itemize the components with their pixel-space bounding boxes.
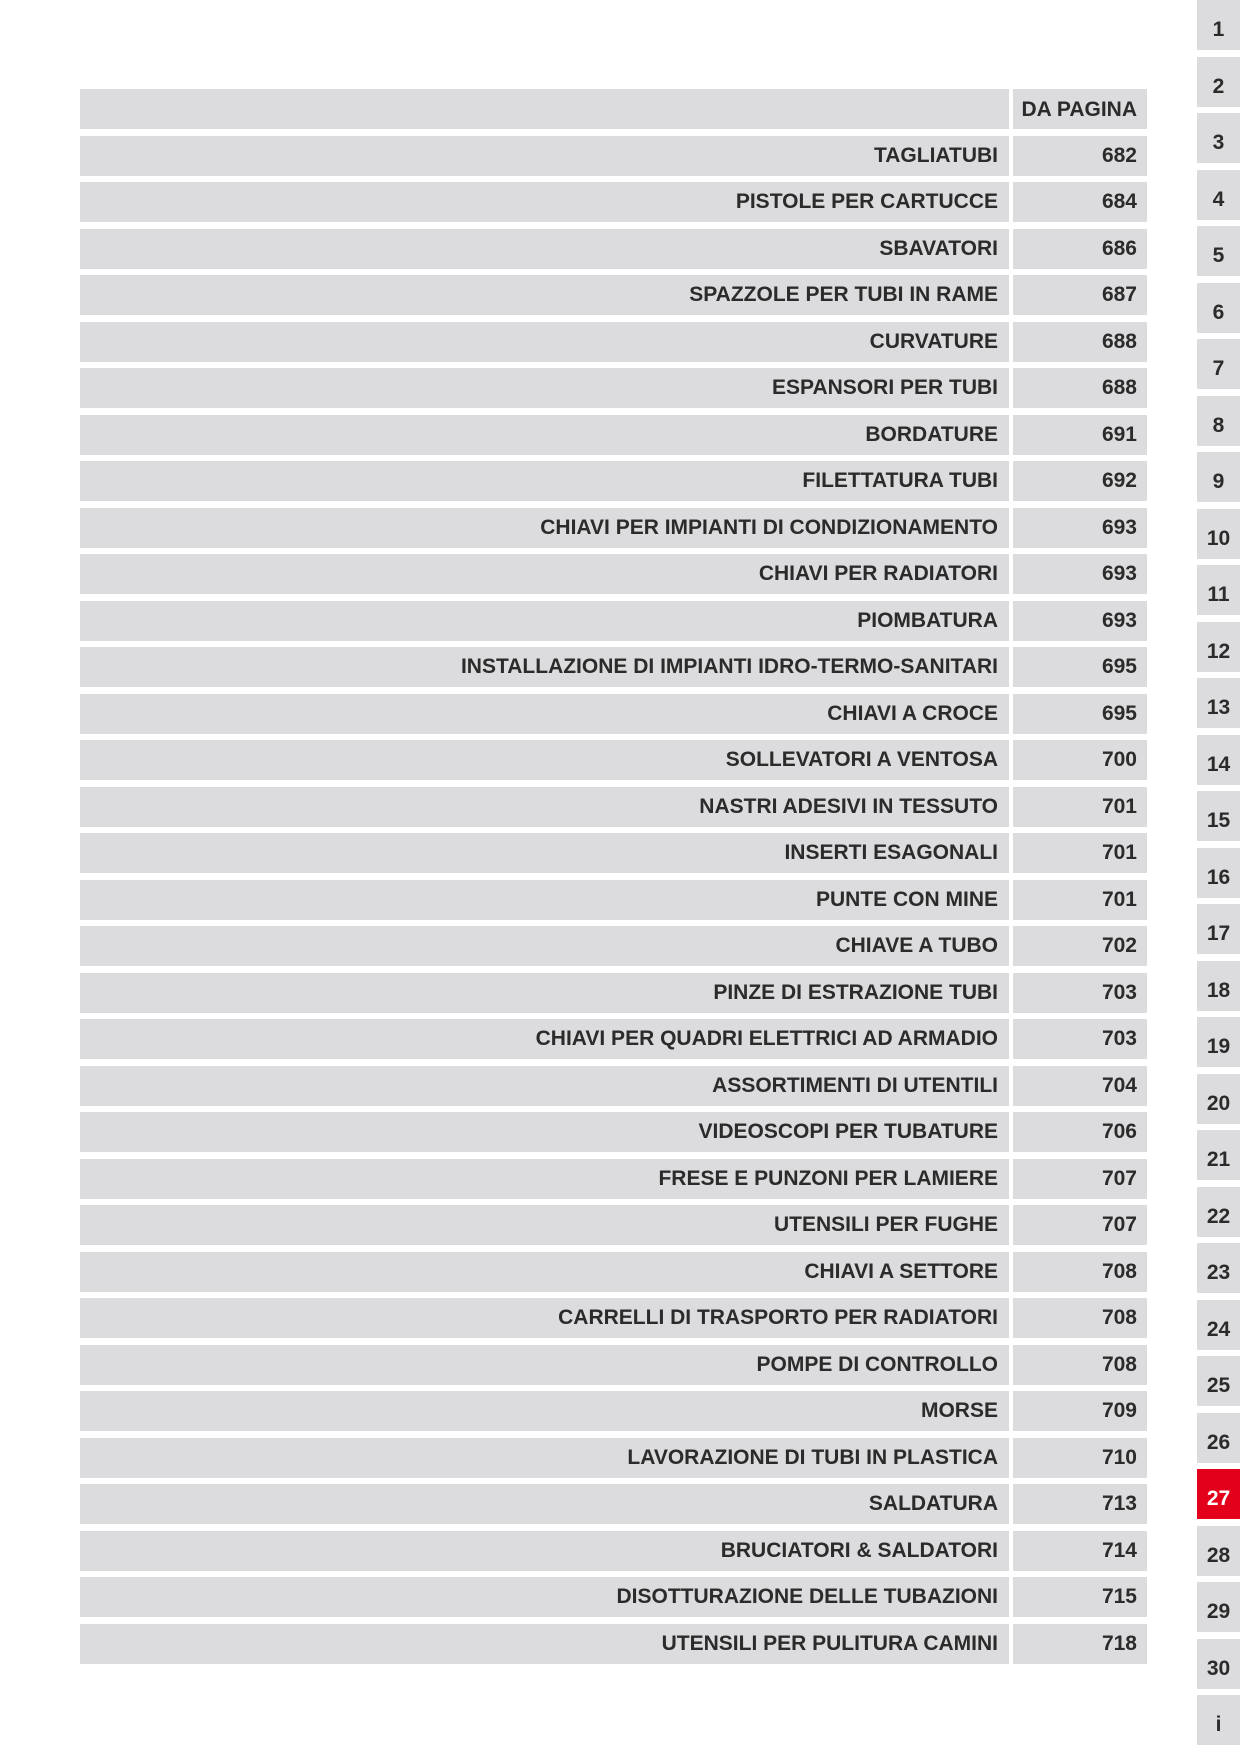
chapter-tab-12[interactable]: 12 xyxy=(1197,622,1240,672)
toc-entry-title: FRESE E PUNZONI PER LAMIERE xyxy=(80,1159,1009,1199)
chapter-tab-4[interactable]: 4 xyxy=(1197,170,1240,220)
toc-entry-title: CURVATURE xyxy=(80,322,1009,362)
chapter-tab-10[interactable]: 10 xyxy=(1197,509,1240,559)
toc-entry-page: 695 xyxy=(1013,647,1147,687)
chapter-tab-26[interactable]: 26 xyxy=(1197,1413,1240,1463)
toc-header-row xyxy=(80,89,1147,129)
toc-entry-page: 708 xyxy=(1013,1252,1147,1292)
toc-row[interactable] xyxy=(80,601,1147,641)
toc-entry-page: 706 xyxy=(1013,1112,1147,1152)
toc-entry-title: SALDATURA xyxy=(80,1484,1009,1524)
chapter-tab-1[interactable]: 1 xyxy=(1197,0,1240,50)
toc-row[interactable] xyxy=(80,1205,1147,1245)
toc-row[interactable] xyxy=(80,926,1147,966)
toc-row[interactable] xyxy=(80,740,1147,780)
toc-entry-page: 693 xyxy=(1013,554,1147,594)
toc-entry-title: UTENSILI PER FUGHE xyxy=(80,1205,1009,1245)
toc-row[interactable] xyxy=(80,1019,1147,1059)
toc-entry-page: 709 xyxy=(1013,1391,1147,1431)
toc-row[interactable] xyxy=(80,1484,1147,1524)
toc-entry-title: BRUCIATORI & SALDATORI xyxy=(80,1531,1009,1571)
toc-entry-title: POMPE DI CONTROLLO xyxy=(80,1345,1009,1385)
toc-entry-title: CHIAVI PER IMPIANTI DI CONDIZIONAMENTO xyxy=(80,508,1009,548)
toc-row[interactable] xyxy=(80,508,1147,548)
toc-entry-page: 701 xyxy=(1013,787,1147,827)
toc-row[interactable] xyxy=(80,973,1147,1013)
chapter-tab-19[interactable]: 19 xyxy=(1197,1017,1240,1067)
toc-entry-title: SOLLEVATORI A VENTOSA xyxy=(80,740,1009,780)
toc-row[interactable] xyxy=(80,1345,1147,1385)
toc-entry-title: NASTRI ADESIVI IN TESSUTO xyxy=(80,787,1009,827)
toc-entry-page: 714 xyxy=(1013,1531,1147,1571)
chapter-tab-8[interactable]: 8 xyxy=(1197,396,1240,446)
toc-entry-page: 713 xyxy=(1013,1484,1147,1524)
chapter-tab-20[interactable]: 20 xyxy=(1197,1074,1240,1124)
chapter-tab-15[interactable]: 15 xyxy=(1197,791,1240,841)
toc-entry-page: 710 xyxy=(1013,1438,1147,1478)
chapter-tab-28[interactable]: 28 xyxy=(1197,1526,1240,1576)
toc-entry-title: LAVORAZIONE DI TUBI IN PLASTICA xyxy=(80,1438,1009,1478)
toc-row[interactable] xyxy=(80,833,1147,873)
toc-row[interactable] xyxy=(80,1159,1147,1199)
chapter-tab-22[interactable]: 22 xyxy=(1197,1187,1240,1237)
toc-entry-title: PISTOLE PER CARTUCCE xyxy=(80,182,1009,222)
chapter-tab-21[interactable]: 21 xyxy=(1197,1130,1240,1180)
toc-row[interactable] xyxy=(80,136,1147,176)
chapter-tab-2[interactable]: 2 xyxy=(1197,57,1240,107)
chapter-tab-24[interactable]: 24 xyxy=(1197,1300,1240,1350)
toc-entry-title: CHIAVI PER RADIATORI xyxy=(80,554,1009,594)
toc-row[interactable] xyxy=(80,229,1147,269)
toc-entry-page: 708 xyxy=(1013,1345,1147,1385)
toc-entry-page: 702 xyxy=(1013,926,1147,966)
chapter-tab-5[interactable]: 5 xyxy=(1197,226,1240,276)
toc-row[interactable] xyxy=(80,787,1147,827)
toc-entry-page: 686 xyxy=(1013,229,1147,269)
chapter-tab-17[interactable]: 17 xyxy=(1197,904,1240,954)
toc-header-label xyxy=(80,89,1009,129)
toc-entry-page: 684 xyxy=(1013,182,1147,222)
toc-entry-page: 692 xyxy=(1013,461,1147,501)
toc-entry-title: SPAZZOLE PER TUBI IN RAME xyxy=(80,275,1009,315)
toc-row[interactable] xyxy=(80,1252,1147,1292)
chapter-tab-18[interactable]: 18 xyxy=(1197,961,1240,1011)
toc-entry-title: INSTALLAZIONE DI IMPIANTI IDRO-TERMO-SANITARI xyxy=(80,647,1009,687)
toc-row[interactable] xyxy=(80,554,1147,594)
chapter-tab-14[interactable]: 14 xyxy=(1197,735,1240,785)
toc-entry-page: 700 xyxy=(1013,740,1147,780)
toc-entry-title: CHIAVI PER QUADRI ELETTRICI AD ARMADIO xyxy=(80,1019,1009,1059)
toc-row[interactable] xyxy=(80,880,1147,920)
toc-entry-title: MORSE xyxy=(80,1391,1009,1431)
toc-entry-title: DISOTTURAZIONE DELLE TUBAZIONI xyxy=(80,1577,1009,1617)
chapter-tab-25[interactable]: 25 xyxy=(1197,1356,1240,1406)
toc-entry-page: 693 xyxy=(1013,508,1147,548)
toc-entry-title: CHIAVI A CROCE xyxy=(80,694,1009,734)
toc-entry-page: 703 xyxy=(1013,1019,1147,1059)
chapter-tab-6[interactable]: 6 xyxy=(1197,283,1240,333)
chapter-tab-3[interactable]: 3 xyxy=(1197,113,1240,163)
toc-entry-page: 691 xyxy=(1013,415,1147,455)
toc-entry-title: ESPANSORI PER TUBI xyxy=(80,368,1009,408)
toc-entry-title: CHIAVI A SETTORE xyxy=(80,1252,1009,1292)
toc-row[interactable] xyxy=(80,1298,1147,1338)
toc-entry-page: 682 xyxy=(1013,136,1147,176)
toc-row[interactable] xyxy=(80,461,1147,501)
toc-entry-page: 695 xyxy=(1013,694,1147,734)
toc-entry-page: 688 xyxy=(1013,368,1147,408)
toc-entry-title: TAGLIATUBI xyxy=(80,136,1009,176)
toc-entry-title: PIOMBATURA xyxy=(80,601,1009,641)
toc-entry-page: 707 xyxy=(1013,1205,1147,1245)
chapter-tab-29[interactable]: 29 xyxy=(1197,1582,1240,1632)
toc-row[interactable] xyxy=(80,415,1147,455)
toc-row[interactable] xyxy=(80,1577,1147,1617)
chapter-tab-16[interactable]: 16 xyxy=(1197,848,1240,898)
toc-entry-page: 701 xyxy=(1013,880,1147,920)
toc-entry-title: BORDATURE xyxy=(80,415,1009,455)
chapter-tab-11[interactable]: 11 xyxy=(1197,565,1240,615)
toc-entry-title: SBAVATORI xyxy=(80,229,1009,269)
toc-entry-page: 704 xyxy=(1013,1066,1147,1106)
toc-body xyxy=(80,136,1147,1664)
toc-entry-page: 701 xyxy=(1013,833,1147,873)
chapter-tabs xyxy=(1197,0,1240,1752)
toc-row[interactable] xyxy=(80,182,1147,222)
toc-entry-page: 718 xyxy=(1013,1624,1147,1664)
toc-entry-page: 707 xyxy=(1013,1159,1147,1199)
toc-row[interactable] xyxy=(80,1391,1147,1431)
toc-row[interactable] xyxy=(80,1112,1147,1152)
chapter-tab-13[interactable]: 13 xyxy=(1197,678,1240,728)
toc-entry-title: INSERTI ESAGONALI xyxy=(80,833,1009,873)
chapter-tab-30[interactable]: 30 xyxy=(1197,1639,1240,1689)
toc-entry-page: 687 xyxy=(1013,275,1147,315)
toc-row[interactable] xyxy=(80,1066,1147,1106)
toc-entry-page: 703 xyxy=(1013,973,1147,1013)
table-of-contents xyxy=(80,89,1147,1670)
toc-row[interactable] xyxy=(80,368,1147,408)
chapter-tab-i[interactable]: i xyxy=(1197,1695,1240,1745)
toc-entry-title: ASSORTIMENTI DI UTENTILI xyxy=(80,1066,1009,1106)
chapter-tab-23[interactable]: 23 xyxy=(1197,1243,1240,1293)
toc-entry-page: 693 xyxy=(1013,601,1147,641)
toc-entry-title: PINZE DI ESTRAZIONE TUBI xyxy=(80,973,1009,1013)
toc-entry-page: 715 xyxy=(1013,1577,1147,1617)
toc-entry-title: FILETTATURA TUBI xyxy=(80,461,1009,501)
toc-row[interactable] xyxy=(80,694,1147,734)
toc-row[interactable] xyxy=(80,1438,1147,1478)
toc-row[interactable] xyxy=(80,647,1147,687)
toc-entry-title: CHIAVE A TUBO xyxy=(80,926,1009,966)
chapter-tab-7[interactable]: 7 xyxy=(1197,339,1240,389)
toc-row[interactable] xyxy=(80,275,1147,315)
chapter-tab-27[interactable]: 27 xyxy=(1197,1469,1240,1519)
toc-row[interactable] xyxy=(80,1531,1147,1571)
toc-row[interactable] xyxy=(80,1624,1147,1664)
toc-entry-title: CARRELLI DI TRASPORTO PER RADIATORI xyxy=(80,1298,1009,1338)
toc-entry-page: 688 xyxy=(1013,322,1147,362)
toc-entry-page: 708 xyxy=(1013,1298,1147,1338)
toc-entry-title: UTENSILI PER PULITURA CAMINI xyxy=(80,1624,1009,1664)
toc-entry-title: PUNTE CON MINE xyxy=(80,880,1009,920)
toc-entry-title: VIDEOSCOPI PER TUBATURE xyxy=(80,1112,1009,1152)
chapter-tab-9[interactable]: 9 xyxy=(1197,452,1240,502)
toc-header-page-column: DA PAGINA xyxy=(1013,89,1147,129)
toc-row[interactable] xyxy=(80,322,1147,362)
